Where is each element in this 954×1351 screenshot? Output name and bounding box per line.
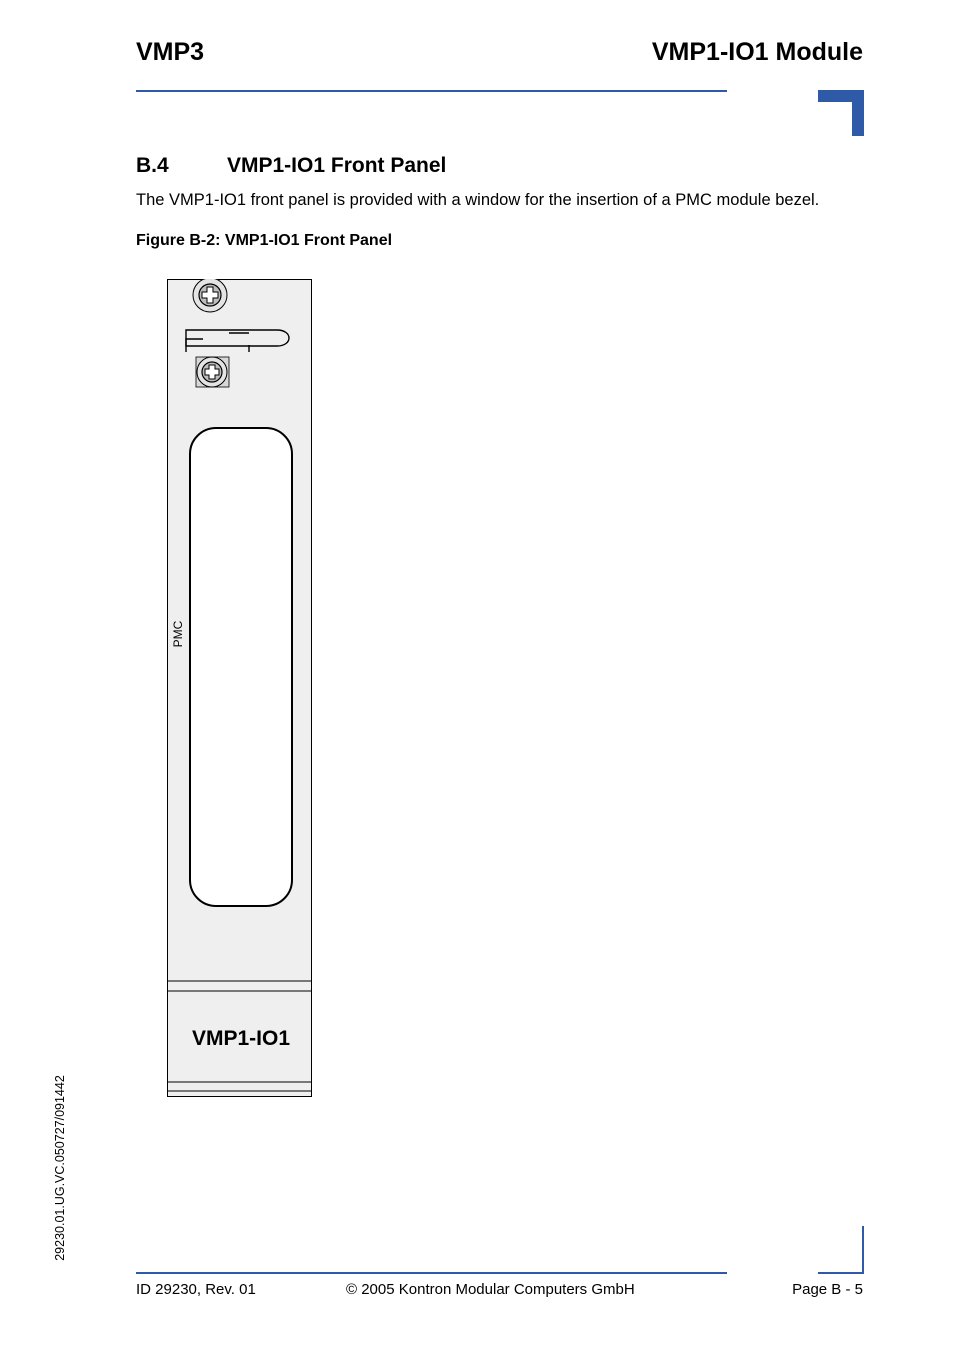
figure-caption: Figure B-2: VMP1-IO1 Front Panel (136, 232, 393, 249)
pmc-window (190, 428, 292, 906)
corner-mark-top (818, 90, 864, 136)
header-product: VMP3 (136, 38, 205, 66)
footer-page-number: Page B - 5 (792, 1281, 863, 1298)
footer-document-id: ID 29230, Rev. 01 (136, 1281, 256, 1298)
top-screw-icon (193, 279, 227, 312)
body-paragraph: The VMP1-IO1 front panel is provided with a window for the insertion of a PMC module bezel. (136, 191, 820, 209)
section-title: VMP1-IO1 Front Panel (227, 154, 447, 177)
header-chapter: VMP1-IO1 Module (651, 38, 863, 66)
bottom-screw-icon (196, 357, 229, 387)
front-panel-drawing (167, 279, 312, 1097)
header-rule (136, 90, 727, 92)
footer-rule (136, 1272, 727, 1274)
document-id-vertical: 29230.01.UG.VC.050727/091442 (53, 1075, 67, 1261)
pmc-label: PMC (171, 620, 185, 648)
module-label: VMP1-IO1 (191, 1027, 291, 1050)
section-number: B.4 (136, 154, 169, 177)
footer-copyright: © 2005 Kontron Modular Computers GmbH (346, 1281, 635, 1298)
corner-mark-bottom (818, 1226, 864, 1274)
